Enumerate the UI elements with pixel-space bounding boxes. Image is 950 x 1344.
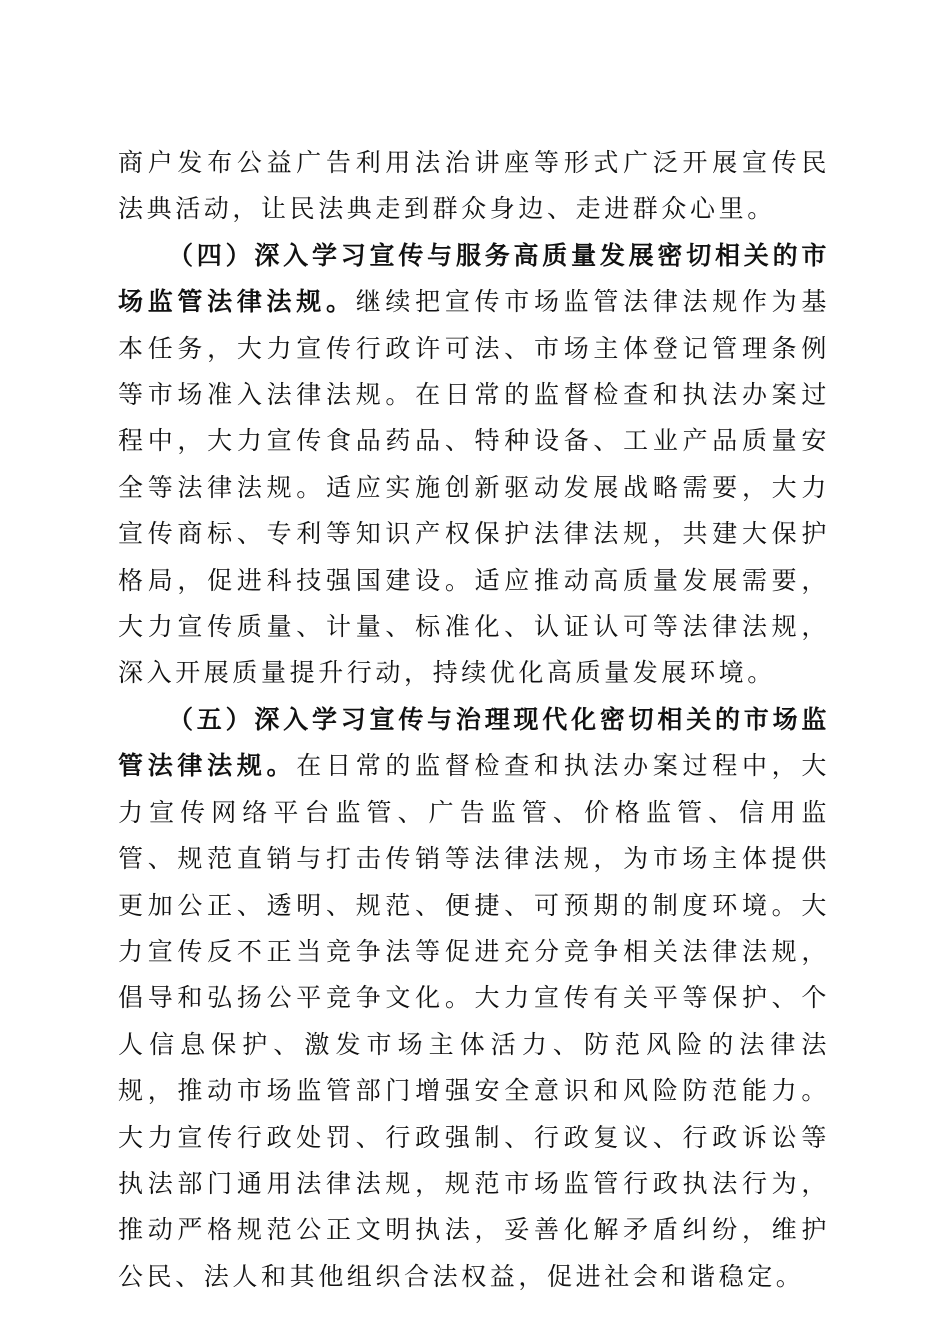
section-five-text: 在日常的监督检查和执法办案过程中，大力宣传网络平台监管、广告监管、价格监管、信用监管、规范直销与打击传销等法律法规，为市场主体提供更加公正、透明、规范、便捷、可预期的制度环境。大力宣传反不正当竞争法等促进充分竞争相关法律法规，倡导和弘扬公平竞争文化。大力宣传有关平等保护、个人信息保护、激发市场主体活力、防范风险的法律法规，推动市场监管部门增强安全意识和风险防范能力。大力宣传行政处罚、行政强制、行政复议、行政诉讼等执法部门通用法律法规，规范市场监管行政执法行为，推动严格规范公正文明执法，妥善化解矛盾纠纷，维护公民、法人和其他组织合法权益，促进社会和谐稳定。	[118, 751, 830, 1291]
section-four-text: 继续把宣传市场监管法律法规作为基本任务，大力宣传行政许可法、市场主体登记管理条例等市场准入法律法规。在日常的监督检查和执法办案过程中，大力宣传食品药品、特种设备、工业产品质量安全等法律法规。适应实施创新驱动发展战略需要，大力宣传商标、专利等知识产权保护法律法规，共建大保护格局，促进科技强国建设。适应推动高质量发展需要，大力宣传质量、计量、标准化、认证认可等法律法规，深入开展质量提升行动，持续优化高质量发展环境。	[118, 287, 830, 688]
document-body	[118, 140, 830, 1300]
paragraph-section-five	[118, 697, 830, 1300]
paragraph-continuation	[118, 140, 830, 233]
section-five-heading: （五）深入学习宣传与治理现代化密切相关的市场监管法律法规。	[118, 704, 830, 781]
paragraph-text: 商户发布公益广告利用法治讲座等形式广泛开展宣传民法典活动，让民法典走到群众身边、走进群众心里。	[118, 148, 830, 224]
section-four-heading: （四）深入学习宣传与服务高质量发展密切相关的市场监管法律法规。	[118, 240, 830, 317]
paragraph-section-four	[118, 233, 830, 697]
